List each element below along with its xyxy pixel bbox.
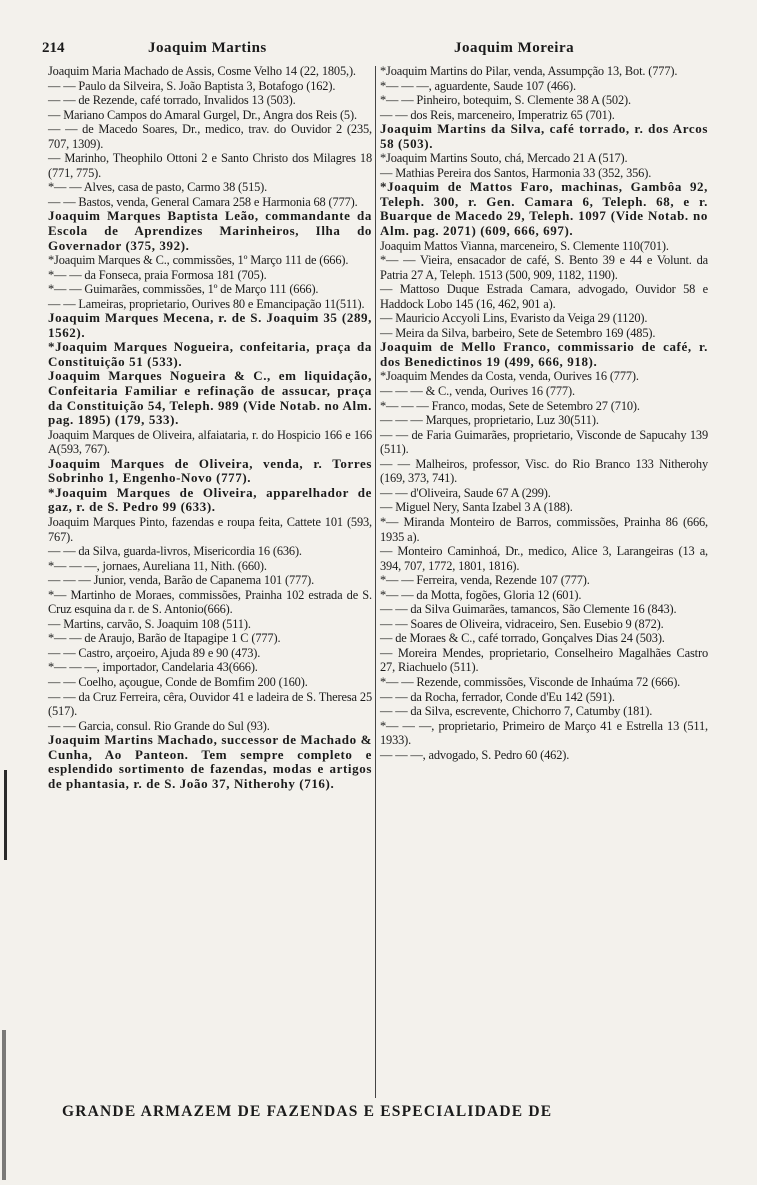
directory-entry: — — da Cruz Ferreira, cêra, Ouvidor 41 e ladeira de S. Theresa 25 (517).: [48, 689, 372, 719]
directory-entry: Joaquim de Mello Franco, commissario de café, r. dos Benedictinos 19 (499, 666, 918).: [380, 339, 708, 369]
directory-entry: — — da Silva Guimarães, tamancos, São Clemente 16 (843).: [380, 602, 677, 617]
directory-entry: — — — Junior, venda, Barão de Capanema 101 (777).: [48, 573, 315, 588]
left-column: [48, 64, 372, 791]
directory-entry: — — Bastos, venda, General Camara 258 e Harmonia 68 (777).: [48, 194, 358, 209]
directory-entry: — — Lameiras, proprietario, Ourives 80 e Emancipação 11(511).: [48, 296, 365, 311]
directory-entry: *— — da Motta, fogões, Gloria 12 (601).: [380, 587, 582, 602]
directory-entry: *— — Alves, casa de pasto, Carmo 38 (515).: [48, 180, 268, 195]
directory-entry: — — Garcia, consul. Rio Grande do Sul (93).: [48, 718, 270, 733]
directory-entry: — Martins, carvão, S. Joaquim 108 (511).: [48, 616, 251, 631]
directory-entry: — de Moraes & C., café torrado, Gonçalves Dias 24 (503).: [380, 631, 665, 646]
directory-entry: *— — —, importador, Candelaria 43(666).: [48, 660, 258, 675]
directory-entry: — Miguel Nery, Santa Izabel 3 A (188).: [380, 500, 573, 515]
directory-entry: — Marinho, Theophilo Ottoni 2 e Santo Christo dos Milagres 18 (771, 775).: [48, 151, 372, 180]
directory-entry: — — —, advogado, S. Pedro 60 (462).: [380, 747, 570, 762]
directory-entry: *— — — Franco, modas, Sete de Setembro 27 (710).: [380, 398, 640, 413]
directory-entry: *— — —, aguardente, Saude 107 (466).: [380, 78, 576, 93]
directory-entry: — — da Silva, guarda-livros, Misericordia 16 (636).: [48, 544, 302, 559]
footer-banner: GRANDE ARMAZEM DE FAZENDAS E ESPECIALIDADE DE: [62, 1103, 553, 1120]
directory-entry: — Mathias Pereira dos Santos, Harmonia 33 (352, 356).: [380, 165, 652, 180]
directory-entry: *Joaquim Marques Nogueira, confeitaria, praça da Constituição 51 (533).: [48, 339, 372, 369]
right-column: [380, 64, 708, 762]
directory-entry: *— — —, jornaes, Aureliana 11, Nith. (660).: [48, 558, 267, 573]
directory-entry: — — Paulo da Silveira, S. João Baptista 3, Botafogo (162).: [48, 78, 336, 93]
directory-entry: *Joaquim Marques & C., commissões, 1º Março 111 de (666).: [48, 253, 349, 268]
directory-entry: — Mariano Campos do Amaral Gurgel, Dr., Angra dos Reis (5).: [48, 107, 357, 122]
directory-entry: — — de Macedo Soares, Dr., medico, trav. do Ouvidor 2 (235, 707, 1309).: [48, 122, 372, 151]
directory-entry: *— Miranda Monteiro de Barros, commissões, Prainha 86 (666, 1935 a).: [380, 514, 708, 544]
directory-entry: Joaquim Marques de Oliveira, alfaiataria, r. do Hospicio 166 e 166 A(593, 767).: [48, 427, 372, 457]
page-number: 214: [42, 40, 65, 56]
directory-entry: *Joaquim Mendes da Costa, venda, Ourives 16 (777).: [380, 369, 639, 384]
left-running-head: Joaquim Martins: [148, 40, 267, 56]
directory-entry: — Mattoso Duque Estrada Camara, advogado, Ouvidor 58 e Haddock Lobo 145 (16, 462, 901 a).: [380, 282, 708, 311]
directory-entry: — — da Rocha, ferrador, Conde d'Eu 142 (591).: [380, 689, 615, 704]
directory-entry: — — de Rezende, café torrado, Invalidos 13 (503).: [48, 93, 296, 108]
directory-entry: Joaquim Marques Pinto, fazendas e roupa feita, Cattete 101 (593, 767).: [48, 514, 372, 544]
directory-entry: Joaquim Martins Machado, successor de Machado & Cunha, Ao Panteon. Tem sempre completo e esplendido sortimento de fazendas, modas e artigos de phantasia, r. de S. João 37, Nitherohy (716).: [48, 732, 372, 791]
directory-entry: Joaquim Marques de Oliveira, venda, r. Torres Sobrinho 1, Engenho-Novo (777).: [48, 455, 372, 486]
directory-entry: — Mauricio Accyoli Lins, Evaristo da Veiga 29 (1120).: [380, 311, 648, 326]
directory-entry: *— — de Araujo, Barão de Itapagipe 1 C (777).: [48, 631, 281, 646]
directory-entry: *— — Guimarães, commissões, 1º de Março 111 (666).: [48, 282, 319, 297]
directory-entry: — — de Faria Guimarães, proprietario, Visconde de Sapucahy 139 (511).: [380, 427, 708, 457]
directory-entry: — — d'Oliveira, Saude 67 A (299).: [380, 485, 551, 500]
directory-entry: *— — Rezende, commissões, Visconde de Inhaúma 72 (666).: [380, 674, 681, 689]
directory-entry: Joaquim Mattos Vianna, marceneiro, S. Clemente 110(701).: [380, 238, 669, 253]
directory-entry: Joaquim Maria Machado de Assis, Cosme Velho 14 (22, 1805,).: [48, 64, 356, 78]
directory-entry: *Joaquim Martins do Pilar, venda, Assumpção 13, Bot. (777).: [380, 64, 678, 78]
directory-entry: *— — Pinheiro, botequim, S. Clemente 38 A (502).: [380, 93, 631, 108]
directory-entry: — — Coelho, açougue, Conde de Bomfim 200 (160).: [48, 674, 308, 689]
directory-entry: *— — Ferreira, venda, Rezende 107 (777).: [380, 573, 590, 588]
directory-entry: — Meira da Silva, barbeiro, Sete de Setembro 169 (485).: [380, 325, 656, 340]
page-header: [40, 38, 720, 60]
directory-entry: — — Castro, arçoeiro, Ajuda 89 e 90 (473).: [48, 645, 261, 660]
directory-entry: — — Soares de Oliveira, vidraceiro, Sen. Eusebio 9 (872).: [380, 616, 664, 631]
directory-entry: *— — Vieira, ensacador de café, S. Bento 39 e 44 e Volunt. da Patria 27 A, Teleph. 1513 (500, 909, 1182, 1190).: [380, 253, 708, 282]
directory-entry: *— — —, proprietario, Primeiro de Março 41 e Estrella 13 (511, 1933).: [380, 718, 708, 748]
directory-entry: Joaquim Martins da Silva, café torrado, r. dos Arcos 58 (503).: [380, 121, 708, 151]
right-running-head: Joaquim Moreira: [454, 40, 575, 56]
directory-entry: — Monteiro Caminhoá, Dr., medico, Alice 3, Larangeiras (13 a, 394, 707, 1772, 1801, 1816).: [380, 544, 708, 573]
column-divider: [375, 66, 376, 1098]
directory-entry: — — — & C., venda, Ourives 16 (777).: [380, 384, 575, 399]
directory-entry: Joaquim Marques Nogueira & C., em liquidação, Confeitaria Familiar e refinação de assucar, praça da Constituição 54, Teleph. 989 (Vide Notab. no Alm. pag. 1895) (179, 533).: [48, 368, 372, 428]
directory-entry: *Joaquim Marques de Oliveira, apparelhador de gaz, r. de S. Pedro 99 (633).: [48, 484, 372, 515]
directory-entry: Joaquim Marques Baptista Leão, commandante da Escola de Aprendizes Marinheiros, Ilha do Governador (375, 392).: [48, 208, 372, 253]
directory-entry: — — — Marques, proprietario, Luz 30(511).: [380, 413, 599, 428]
directory-entry: *Joaquim Martins Souto, chá, Mercado 21 A (517).: [380, 151, 628, 166]
directory-entry: — — da Silva, escrevente, Chichorro 7, Catumby (181).: [380, 704, 653, 719]
margin-ink-mark: [4, 770, 7, 860]
margin-ink-mark: [2, 1030, 6, 1180]
directory-entry: *— — da Fonseca, praia Formosa 181 (705).: [48, 267, 267, 282]
directory-entry: *Joaquim de Mattos Faro, machinas, Gambôa 92, Teleph. 300, r. Gen. Camara 6, Teleph. 68, e r. Buarque de Macedo 29, Teleph. 1097 (Vide Notab. no Alm. pag. 2071) (609, 666, 697).: [380, 179, 708, 239]
directory-entry: — — dos Reis, marceneiro, Imperatriz 65 (701).: [380, 107, 615, 122]
directory-entry: — Moreira Mendes, proprietario, Conselheiro Magalhães Castro 27, Riachuelo (511).: [380, 645, 708, 675]
directory-entry: — — Malheiros, professor, Visc. do Rio Branco 133 Nitherohy (169, 373, 741).: [380, 456, 708, 486]
directory-entry: *— Martinho de Moraes, commissões, Prainha 102 estrada de S. Cruz esquina da r. de S. Antonio(666).: [48, 587, 372, 617]
directory-entry: Joaquim Marques Mecena, r. de S. Joaquim 35 (289, 1562).: [48, 310, 372, 340]
